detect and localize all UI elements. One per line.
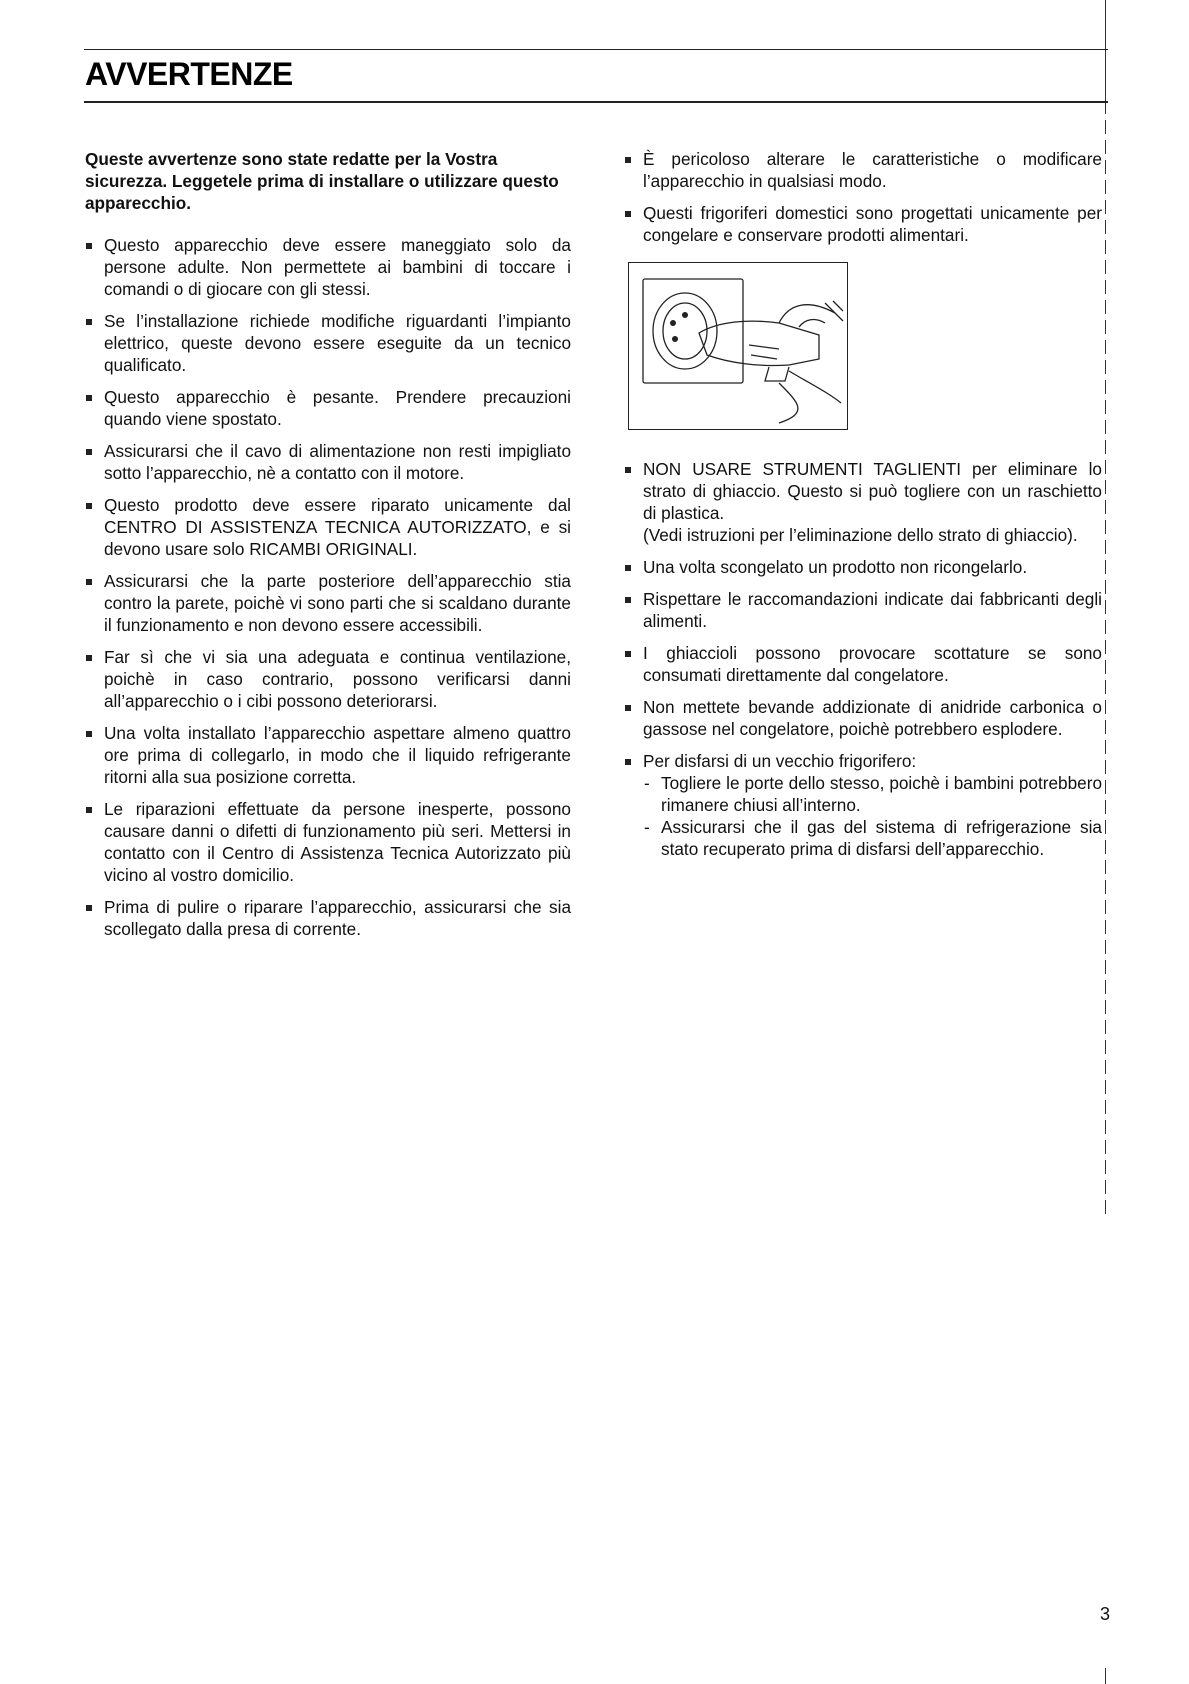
page-title: AVVERTENZE [85,56,293,92]
list-item: Rispettare le raccomandazioni indicate dai fabbricanti degli alimenti. [624,588,1102,632]
list-item: Prima di pulire o riparare l’apparecchio, assicurarsi che sia scollegato dalla presa di corrente. [85,896,571,940]
right-warning-list-top [624,148,1102,246]
list-item: Questo apparecchio è pesante. Prendere precauzioni quando viene spostato. [85,386,571,430]
list-item: Una volta scongelato un prodotto non ricongelarlo. [624,556,1102,578]
header-rule-top [84,49,1108,50]
list-item: Le riparazioni effettuate da persone inesperte, possono causare danni o difetti di funzionamento più seri. Mettersi in contatto con il Centro di Assistenza Tecnica Autorizzato più vicino al vostro domicilio. [85,798,571,886]
list-item: I ghiaccioli possono provocare scottature se sono consumati direttamente dal congelatore. [624,642,1102,686]
unplug-from-socket-icon [629,263,847,429]
list-item-note: (Vedi istruzioni per l’eliminazione dello strato di ghiaccio). [643,525,1078,545]
page-edge-mark [1105,1668,1106,1684]
header-rule-bottom [84,101,1108,103]
list-item: Assicurarsi che il cavo di alimentazione non resti impigliato sotto l’apparecchio, nè a contatto con il motore. [85,440,571,484]
list-item [624,750,1102,860]
disposal-steps [643,772,1102,860]
list-item: Non mettete bevande addizionate di anidride carbonica o gassose nel congelatore, poichè potrebbero esplodere. [624,696,1102,740]
list-item: Far sì che vi sia una adeguata e continua ventilazione, poichè in caso contrario, possono verificarsi danni all’apparecchio o i cibi possono deteriorarsi. [85,646,571,712]
list-item: Questo apparecchio deve essere maneggiato solo da persone adulte. Non permettete ai bambini di toccare i comandi o di giocare con gli stessi. [85,234,571,300]
disposal-step: - Assicurarsi che il gas del sistema di refrigerazione sia stato recuperato prima di disfarsi dell’apparecchio. [643,816,1102,860]
disposal-step: - Togliere le porte dello stesso, poichè i bambini potrebbero rimanere chiusi all’interno. [643,772,1102,816]
list-item [624,458,1102,546]
left-warning-list [85,234,571,940]
page-number: 3 [1100,1604,1111,1624]
list-item-text: NON USARE STRUMENTI TAGLIENTI per eliminare lo strato di ghiaccio. Questo si può togliere con un raschietto di plastica. [643,459,1102,523]
unplug-illustration [628,262,848,430]
list-item: Se l’installazione richiede modifiche riguardanti l’impianto elettrico, queste devono essere eseguite da un tecnico qualificato. [85,310,571,376]
right-column [624,148,1102,870]
list-item: Assicurarsi che la parte posteriore dell’apparecchio stia contro la parete, poichè vi sono parti che si scaldano durante il funzionamento e non devono essere accessibili. [85,570,571,636]
page-edge-line [1105,0,1106,1220]
left-column [85,148,571,950]
intro-text: Queste avvertenze sono state redatte per la Vostra sicurezza. Leggetele prima di installare o utilizzare questo apparecchio. [85,149,559,213]
disposal-heading: Per disfarsi di un vecchio frigorifero: [643,751,917,771]
list-item: Questo prodotto deve essere riparato unicamente dal CENTRO DI ASSISTENZA TECNICA AUTORIZZATO, e si devono usare solo RICAMBI ORIGINALI. [85,494,571,560]
list-item: Questi frigoriferi domestici sono progettati unicamente per congelare e conservare prodotti alimentari. [624,202,1102,246]
list-item: È pericoloso alterare le caratteristiche o modificare l’apparecchio in qualsiasi modo. [624,148,1102,192]
right-warning-list-bottom [624,458,1102,860]
list-item: Una volta installato l’apparecchio aspettare almeno quattro ore prima di collegarlo, in modo che il liquido refrigerante ritorni alla sua posizione corretta. [85,722,571,788]
